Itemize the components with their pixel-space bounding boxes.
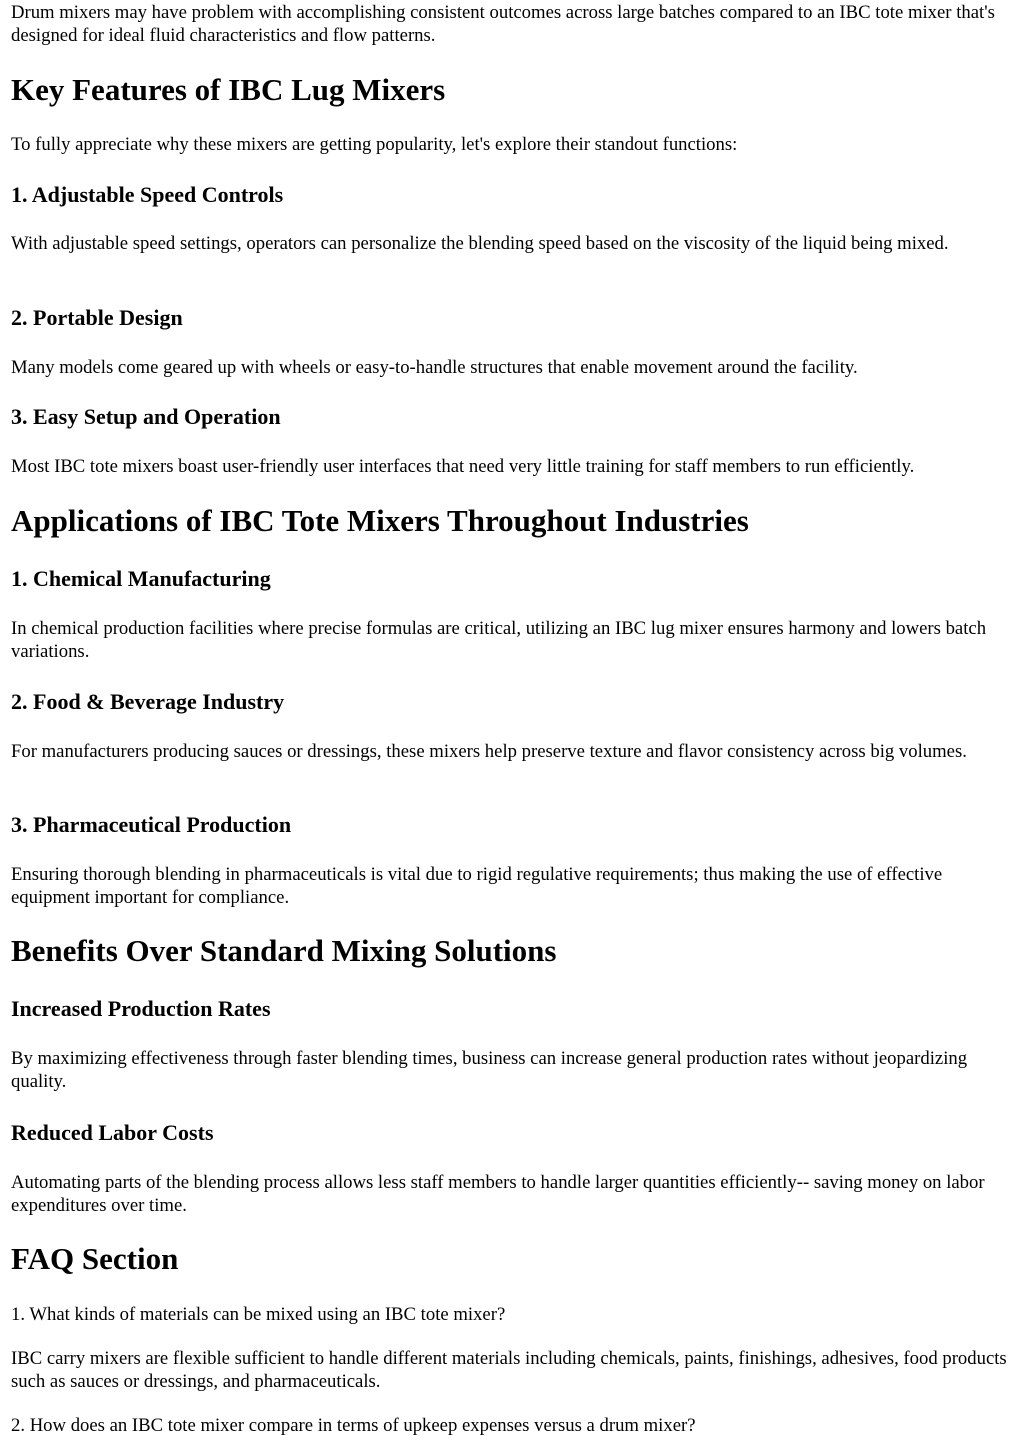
faq-question-1: 1. What kinds of materials can be mixed using an IBC tote mixer? [11,1304,506,1325]
key-features-intro: To fully appreciate why these mixers are getting popularity, let's explore their standout functions: [11,134,738,155]
subheading-easy-setup: 3. Easy Setup and Operation [11,404,281,429]
subheading-food-beverage: 2. Food & Beverage Industry [11,689,285,714]
faq-question-2: 2. How does an IBC tote mixer compare in terms of upkeep expenses versus a drum mixer? [11,1415,696,1436]
paragraph-production-rates: By maximizing effectiveness through faster blending times, business can increase general production rates without jeopardizing quality. [11,1048,968,1092]
paragraph-pharmaceutical: Ensuring thorough blending in pharmaceuticals is vital due to rigid regulative requirements; thus making the use of effective equipment important for compliance. [11,864,943,908]
paragraph-easy-setup: Most IBC tote mixers boast user-friendly user interfaces that need very little training for staff members to run efficiently. [11,456,915,477]
paragraph-chemical-manufacturing: In chemical production facilities where precise formulas are critical, utilizing an IBC lug mixer ensures harmony and lowers batch variations. [11,618,987,662]
subheading-labor-costs: Reduced Labor Costs [11,1120,214,1145]
subheading-pharmaceutical: 3. Pharmaceutical Production [11,812,292,837]
subheading-adjustable-speed: 1. Adjustable Speed Controls [11,182,284,207]
paragraph-food-beverage: For manufacturers producing sauces or dressings, these mixers help preserve texture and flavor consistency across big volumes. [11,741,967,762]
section-heading-faq: FAQ Section [11,1241,179,1276]
faq-answer-1: IBC carry mixers are flexible sufficient to handle different materials including chemicals, paints, finishings, adhesives, food products such as sauces or dressings, and pharmaceuticals. [11,1348,1007,1392]
section-heading-applications: Applications of IBC Tote Mixers Throughout Industries [11,503,749,538]
paragraph-portable-design: Many models come geared up with wheels or easy-to-handle structures that enable movement around the facility. [11,357,858,378]
intro-paragraph: Drum mixers may have problem with accomplishing consistent outcomes across large batches compared to an IBC tote mixer that's designed for ideal fluid characteristics and flow patterns. [11,2,995,46]
subheading-portable-design: 2. Portable Design [11,305,183,330]
paragraph-labor-costs: Automating parts of the blending process allows less staff members to handle larger quantities efficiently-- saving money on labor expenditures over time. [11,1172,985,1216]
subheading-chemical-manufacturing: 1. Chemical Manufacturing [11,566,271,591]
subheading-production-rates: Increased Production Rates [11,996,271,1021]
section-heading-benefits: Benefits Over Standard Mixing Solutions [11,933,557,968]
paragraph-adjustable-speed: With adjustable speed settings, operators can personalize the blending speed based on the viscosity of the liquid being mixed. [11,233,949,254]
section-heading-key-features: Key Features of IBC Lug Mixers [11,72,446,107]
